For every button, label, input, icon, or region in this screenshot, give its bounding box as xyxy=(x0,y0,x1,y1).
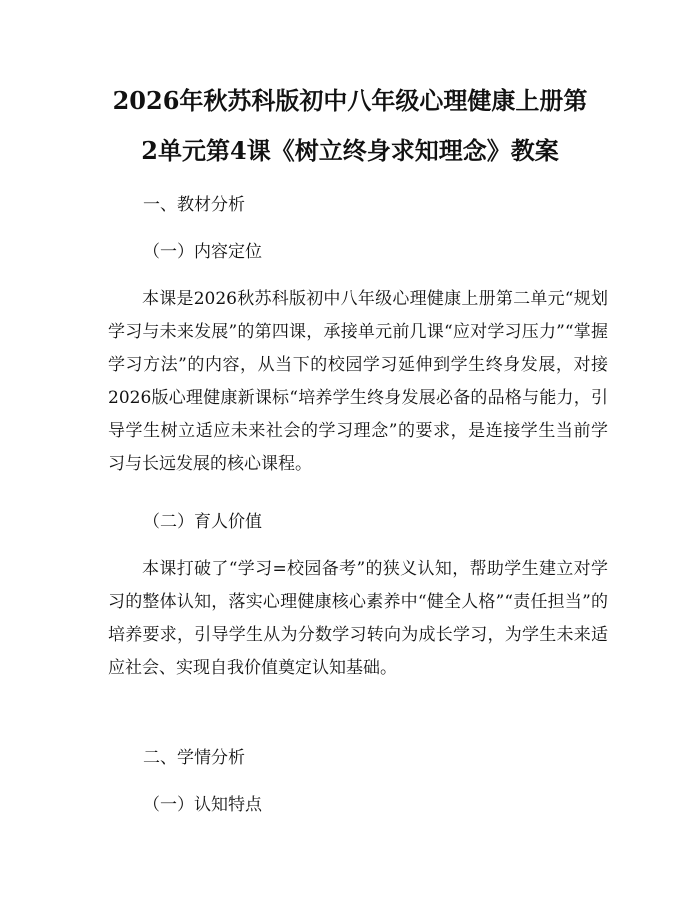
subsection-heading-educational-value: （二）育人价值 xyxy=(143,512,262,532)
document-title-line-2: 2单元第4课《树立终身求知理念》教案 xyxy=(141,136,559,165)
document-title-line-1: 2026年秋苏科版初中八年级心理健康上册第 xyxy=(112,86,588,115)
subsection-heading-content-positioning: （一）内容定位 xyxy=(143,242,262,262)
subsection-heading-cognitive-characteristics: （一）认知特点 xyxy=(143,795,262,815)
paragraph-content-positioning: 本课是2026秋苏科版初中八年级心理健康上册第二单元“规划学习与未来发展”的第四课，承接单元前几课“应对学习压力”“掌握学习方法”的内容，从当下的校园学习延伸到学生终身发展，对接2026版心理健康新课标“培养学生终身发展必备的品格与能力，引导学生树立适应未来社会的学习理念”的要求，是连接学生当前学习与长远发展的核心课程。 xyxy=(108,289,608,474)
section-heading-textbook-analysis: 一、教材分析 xyxy=(143,195,245,215)
paragraph-educational-value: 本课打破了“学习=校园备考”的狭义认知，帮助学生建立对学习的整体认知，落实心理健康核心素养中“健全人格”“责任担当”的培养要求，引导学生从为分数学习转向为成长学习，为学生未来适应社会、实现自我价值奠定认知基础。 xyxy=(108,559,608,678)
section-heading-learner-analysis: 二、学情分析 xyxy=(143,748,245,768)
